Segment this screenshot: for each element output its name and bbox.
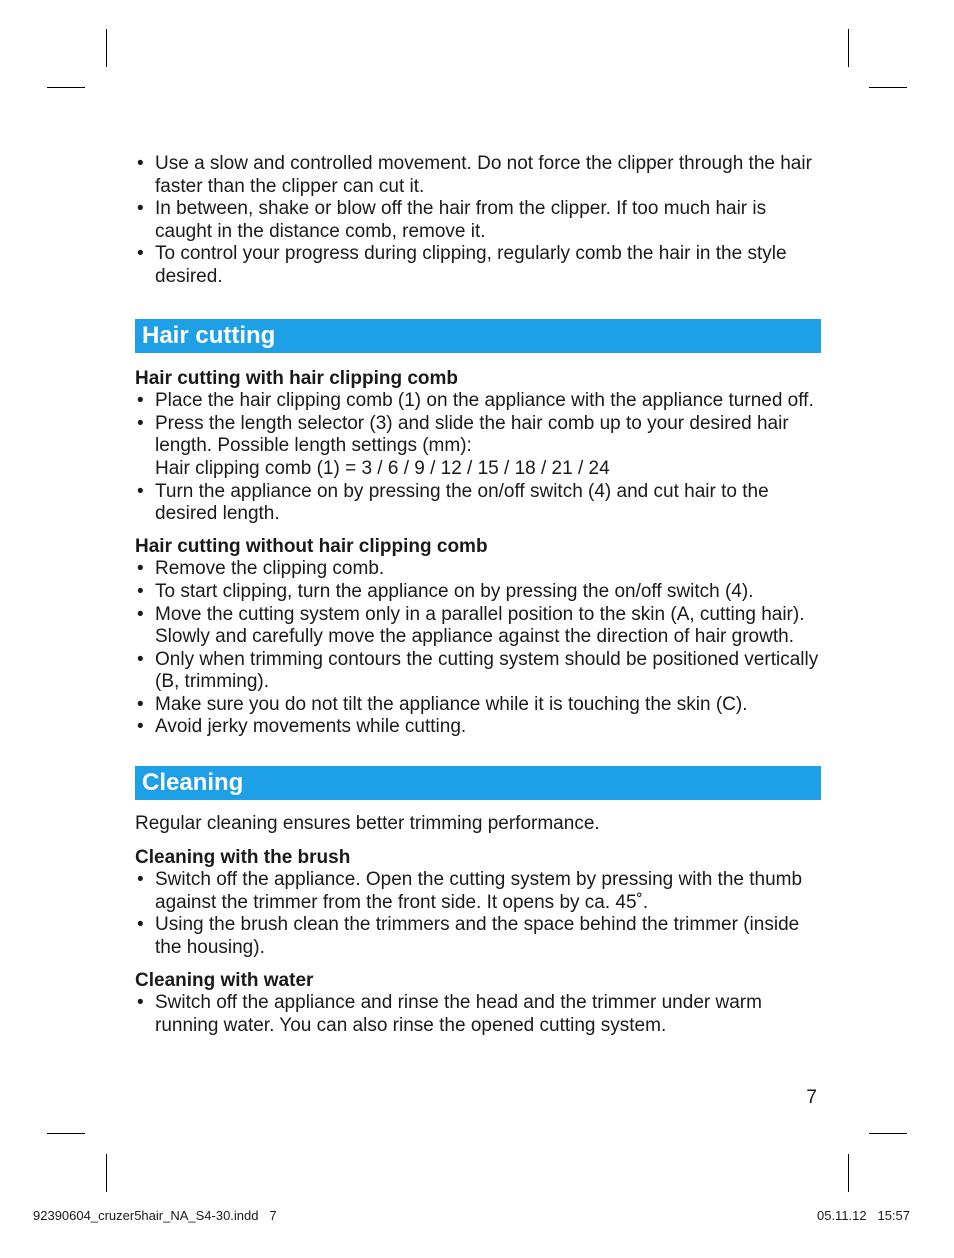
without-comb-bullet-list [135, 558, 821, 739]
cleaning-intro: Regular cleaning ensures better trimming performance. [135, 813, 600, 835]
crop-mark [869, 87, 907, 88]
subheading-without-comb: Hair cutting without hair clipping comb [135, 535, 488, 557]
list-item: • Only when trimming contours the cutting system should be positioned vertically (B, trimming). [135, 649, 821, 694]
subheading-brush: Cleaning with the brush [135, 846, 351, 868]
brush-bullet-list [135, 869, 821, 959]
list-item: • Move the cutting system only in a parallel position to the skin (A, cutting hair). Slowly and carefully move the appliance against the direction of hair growth. [135, 604, 821, 649]
with-comb-bullet-list [135, 390, 821, 526]
list-item: • Switch off the appliance. Open the cutting system by pressing with the thumb against the trimmer from the front side. It opens by ca. 45˚. [135, 869, 821, 914]
list-item: • Using the brush clean the trimmers and the space behind the trimmer (inside the housing). [135, 914, 821, 959]
list-item: • Make sure you do not tilt the appliance while it is touching the skin (C). [135, 694, 821, 717]
length-settings: Hair clipping comb (1) = 3 / 6 / 9 / 12 / 15 / 18 / 21 / 24 [155, 457, 610, 479]
footer-timestamp: 05.11.12 15:57 [816, 1208, 910, 1223]
list-item [135, 413, 821, 481]
crop-mark [869, 1133, 907, 1134]
page-content [135, 153, 821, 1037]
crop-mark [848, 1154, 849, 1192]
list-item: • Remove the clipping comb. [135, 558, 821, 581]
list-item: • Avoid jerky movements while cutting. [135, 716, 821, 739]
crop-mark [848, 29, 849, 67]
list-item: • Use a slow and controlled movement. Do not force the clipper through the hair faster than the clipper can cut it. [135, 153, 821, 198]
section-heading-cleaning: Cleaning [135, 766, 821, 800]
list-item: • To start clipping, turn the appliance on by pressing the on/off switch (4). [135, 581, 821, 604]
section-heading-hair-cutting: Hair cutting [135, 319, 821, 353]
list-item: • Place the hair clipping comb (1) on the appliance with the appliance turned off. [135, 390, 821, 413]
intro-bullet-list [135, 153, 821, 289]
crop-mark [47, 87, 85, 88]
list-item: • To control your progress during clipping, regularly comb the hair in the style desired. [135, 243, 821, 288]
page-number: 7 [806, 1087, 817, 1108]
subheading-water: Cleaning with water [135, 969, 314, 991]
list-item-text: Press the length selector (3) and slide the hair comb up to your desired hair length. Possible length settings (mm): [155, 412, 789, 457]
crop-mark [106, 29, 107, 67]
footer-file-name: 92390604_cruzer5hair_NA_S4-30.indd 7 [33, 1208, 277, 1223]
list-item: • In between, shake or blow off the hair from the clipper. If too much hair is caught in the distance comb, remove it. [135, 198, 821, 243]
crop-mark [106, 1154, 107, 1192]
list-item: • Turn the appliance on by pressing the on/off switch (4) and cut hair to the desired length. [135, 481, 821, 526]
crop-mark [47, 1133, 85, 1134]
water-bullet-list [135, 992, 821, 1037]
list-item: • Switch off the appliance and rinse the head and the trimmer under warm running water. You can also rinse the opened cutting system. [135, 992, 821, 1037]
subheading-with-comb: Hair cutting with hair clipping comb [135, 367, 459, 389]
